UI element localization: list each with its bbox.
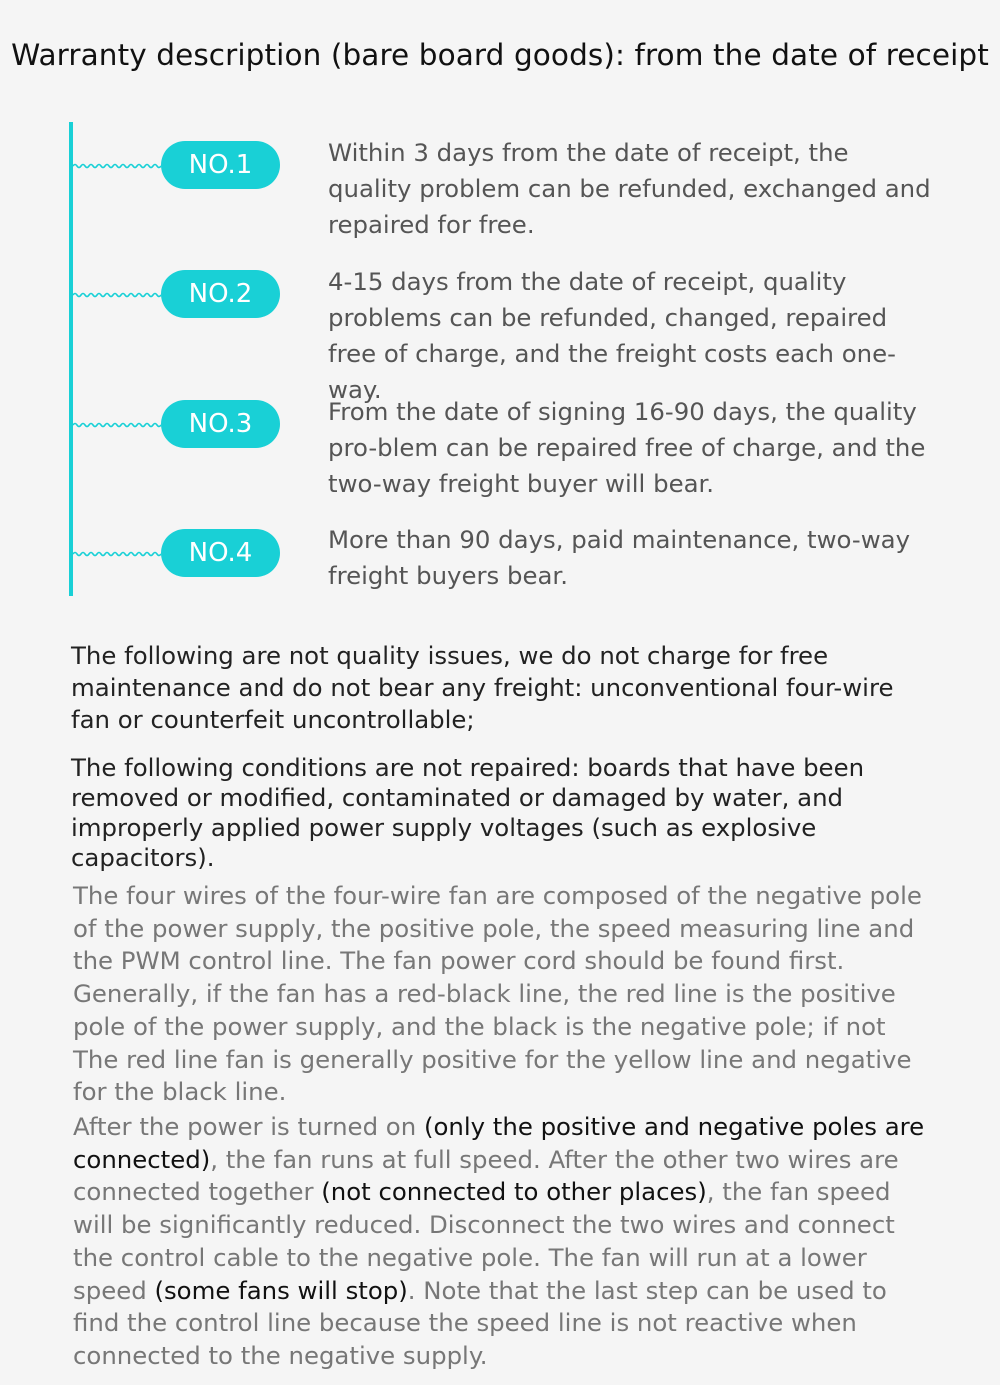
test-emphasis: (some fans will stop) xyxy=(154,1275,408,1305)
step-text: More than 90 days, paid maintenance, two-way freight buyers bear. xyxy=(328,525,911,590)
test-procedure xyxy=(73,1111,933,1373)
not-repaired-text: The following conditions are not repaired: boards that have been removed or modified, contaminated or damaged by water, and improperly applied power supply voltages (such as explosive capacitors). xyxy=(71,753,865,872)
test-emphasis: (not connected to other places) xyxy=(321,1177,707,1207)
wavy-connector xyxy=(73,551,161,555)
wavy-connector xyxy=(73,422,161,426)
test-emphasis: (only the positive and negative poles are connected) xyxy=(73,1112,925,1174)
step-badge: NO.4 xyxy=(161,529,280,577)
wiring-description: The four wires of the four-wire fan are composed of the negative pole of the power supply, the positive pole, the speed measuring line and the PWM control line. The fan power cord should be found first. Generally, if the fan has a red-black line, the red line is the positive pole of the power supply, and the black is the negative pole; if not The red line fan is generally positive for the yellow line and negative for the black line. xyxy=(73,881,922,1107)
page-title: Warranty description (bare board goods): from the date of receipt xyxy=(11,38,989,72)
test-text: , the fan speed will be significantly reduced. Disconnect the two wires and connect the control cable to the negative pole. The fan will run at a lower speed xyxy=(73,1177,895,1305)
wavy-connector xyxy=(73,163,161,167)
step-text: Within 3 days from the date of receipt, the quality problem can be refunded, exchanged and repaired for free. xyxy=(328,138,931,239)
step-badge: NO.3 xyxy=(161,400,280,448)
timeline-line xyxy=(69,122,73,596)
test-text: . Note that the last step can be used to find the control line because the speed line is not reactive when connected to the negative supply. xyxy=(73,1275,887,1370)
step-badge: NO.2 xyxy=(161,270,280,318)
test-text: , the fan runs at full speed. After the other two wires are connected together xyxy=(73,1144,899,1207)
wavy-connector xyxy=(73,292,161,296)
step-badge: NO.1 xyxy=(161,141,280,189)
step-text: 4-15 days from the date of receipt, quality problems can be refunded, changed, repaired free of charge, and the freight costs each one-way. xyxy=(328,267,896,404)
step-text: From the date of signing 16-90 days, the quality pro-blem can be repaired free of charge, and the two-way freight buyer will bear. xyxy=(328,397,926,498)
not-quality-issues-text: The following are not quality issues, we do not charge for free maintenance and do not bear any freight: unconventional four-wire fan or counterfeit uncontrollable; xyxy=(71,641,894,734)
test-text: After the power is turned on xyxy=(73,1112,424,1141)
